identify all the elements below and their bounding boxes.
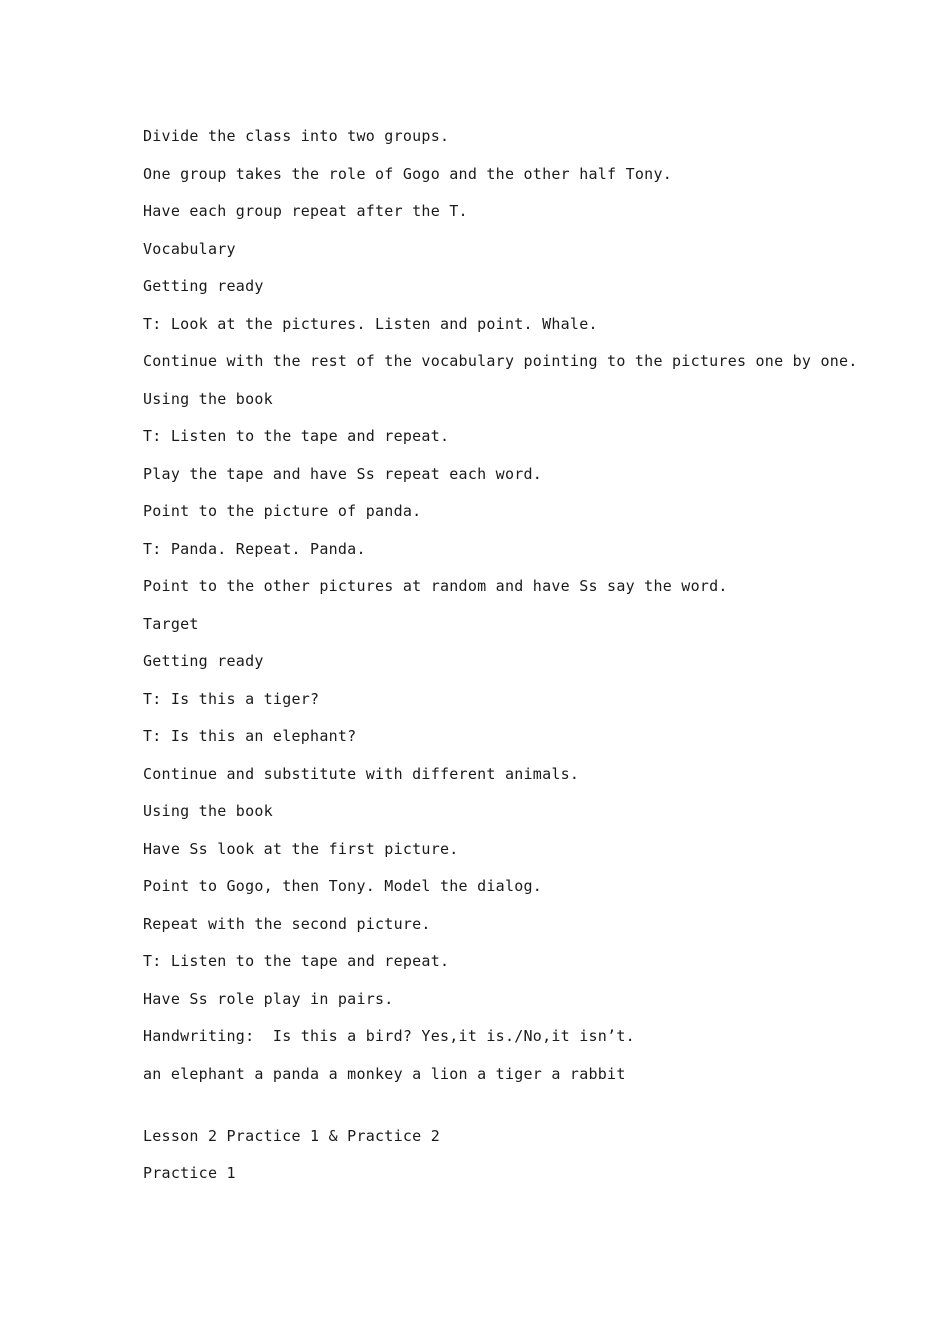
text-line: Point to the picture of panda.	[143, 502, 422, 520]
text-line: Continue with the rest of the vocabulary pointing to the pictures one by one.	[143, 352, 858, 370]
text-line: Have each group repeat after the T.	[143, 202, 468, 220]
text-line: Continue and substitute with different animals.	[143, 764, 580, 783]
text-line: Point to Gogo, then Tony. Model the dialog.	[143, 877, 543, 895]
subheading-getting-ready: Getting ready	[143, 277, 264, 295]
subheading-using-the-book: Using the book	[143, 389, 273, 408]
text-line: Repeat with the second picture.	[143, 914, 431, 933]
text-line: Point to the other pictures at random and have Ss say the word.	[143, 577, 728, 595]
text-line: Have Ss role play in pairs.	[143, 989, 394, 1008]
text-line: T: Is this a tiger?	[143, 689, 320, 708]
section-heading-vocabulary: Vocabulary	[143, 239, 236, 258]
vocabulary-list: an elephant a panda a monkey a lion a tiger a rabbit	[143, 1064, 626, 1083]
subheading-getting-ready: Getting ready	[143, 652, 264, 670]
document-body	[143, 126, 903, 1201]
section-heading-target: Target	[143, 614, 199, 633]
text-line: T: Is this an elephant?	[143, 727, 357, 745]
handwriting-line: Handwriting: Is this a bird? Yes,it is./No,it isn’t.	[143, 1027, 635, 1045]
paragraph-gap	[143, 1101, 903, 1126]
text-line: T: Listen to the tape and repeat.	[143, 952, 450, 970]
text-line: One group takes the role of Gogo and the other half Tony.	[143, 164, 673, 183]
subheading-using-the-book: Using the book	[143, 802, 273, 820]
text-line: T: Panda. Repeat. Panda.	[143, 539, 366, 558]
lesson-heading: Lesson 2 Practice 1 & Practice 2	[143, 1126, 440, 1145]
text-line: Have Ss look at the first picture.	[143, 839, 459, 858]
text-line: T: Listen to the tape and repeat.	[143, 427, 450, 445]
text-line: Play the tape and have Ss repeat each word.	[143, 464, 543, 483]
practice-heading: Practice 1	[143, 1164, 236, 1182]
text-line: Divide the class into two groups.	[143, 127, 450, 145]
text-line: T: Look at the pictures. Listen and point. Whale.	[143, 314, 598, 333]
